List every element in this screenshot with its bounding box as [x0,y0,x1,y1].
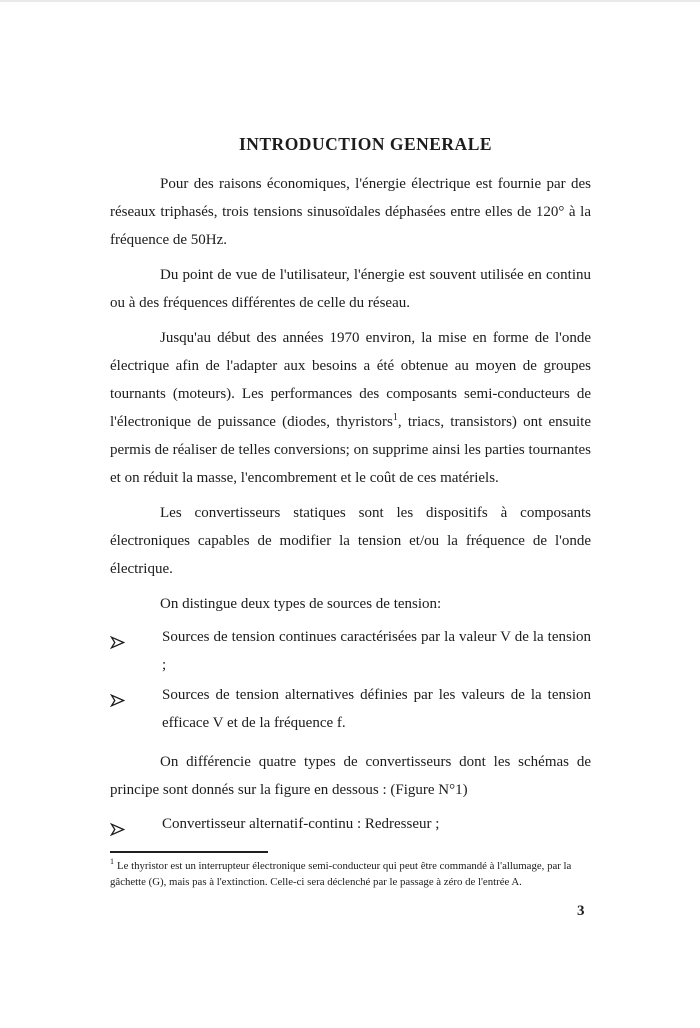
list-item-label: Sources de tension continues caractérisées par la valeur V de la tension ; [162,629,591,673]
page-number: 3 [577,903,585,919]
list-item-label: Sources de tension alternatives définies par les valeurs de la tension efficace V et de la fréquence f. [162,687,591,731]
paragraph-four-converter-types: On différencie quatre types de convertisseurs dont les schémas de principe sont donnés sur la figure en dessous : (Figure N°1) [110,754,591,798]
list-item-rectifier [110,810,591,838]
list-item-ac-sources [110,681,591,737]
scan-edge-artifact [0,0,700,2]
footnote-number: 1 [110,857,114,867]
page-title: INTRODUCTION GENERALE [238,134,493,154]
paragraph-text-before-footnote-ref: Jusqu'au début des années 1970 environ, la mise en forme de l'onde électrique afin de l'adapter aux besoins a été obtenue au moyen de groupes tournants (moteurs). Les performances des composants semi-conducteurs de l'électronique de puissance (diodes, thyristors [110,330,591,430]
arrowhead-right-icon [110,818,125,831]
footnote-separator-rule [110,851,268,853]
footnote-area [110,851,598,890]
footnote-reference-marker: 1 [392,412,398,423]
list-item-dc-sources [110,623,591,679]
paragraph-history-1970 [110,324,591,492]
document-page-body [110,131,591,838]
paragraph-user-viewpoint: Du point de vue de l'utilisateur, l'énergie est souvent utilisée en continu ou à des fréquences différentes de celle du réseau. [110,267,591,311]
list-item-label: Convertisseur alternatif-continu : Redresseur ; [162,816,440,832]
arrowhead-right-icon [110,631,125,644]
footnote-text [110,858,598,890]
footnote-body: Le thyristor est un interrupteur électronique semi-conducteur qui peut être commandé à l'allumage, par la gâchette (G), mais pas à l'extinction. Celle-ci sera déclenché par le passage à zéro de l'entrée A. [110,860,572,888]
paragraph-intro-economy: Pour des raisons économiques, l'énergie électrique est fournie par des réseaux triphasés, trois tensions sinusoïdales déphasées entre elles de 120° à la fréquence de 50Hz. [110,176,591,248]
paragraph-static-converters: Les convertisseurs statiques sont les dispositifs à composants électroniques capables de modifier la tension et/ou la fréquence de l'onde électrique. [110,505,591,577]
paragraph-text-after-footnote-ref: , triacs, transistors) ont ensuite permis de réaliser de telles conversions; on supprime ainsi les parties tournantes et on réduit la masse, l'encombrement et le coût de ces matériels. [110,414,591,486]
arrowhead-right-icon [110,689,125,702]
paragraph-two-source-types: On distingue deux types de sources de tension: [160,596,442,612]
